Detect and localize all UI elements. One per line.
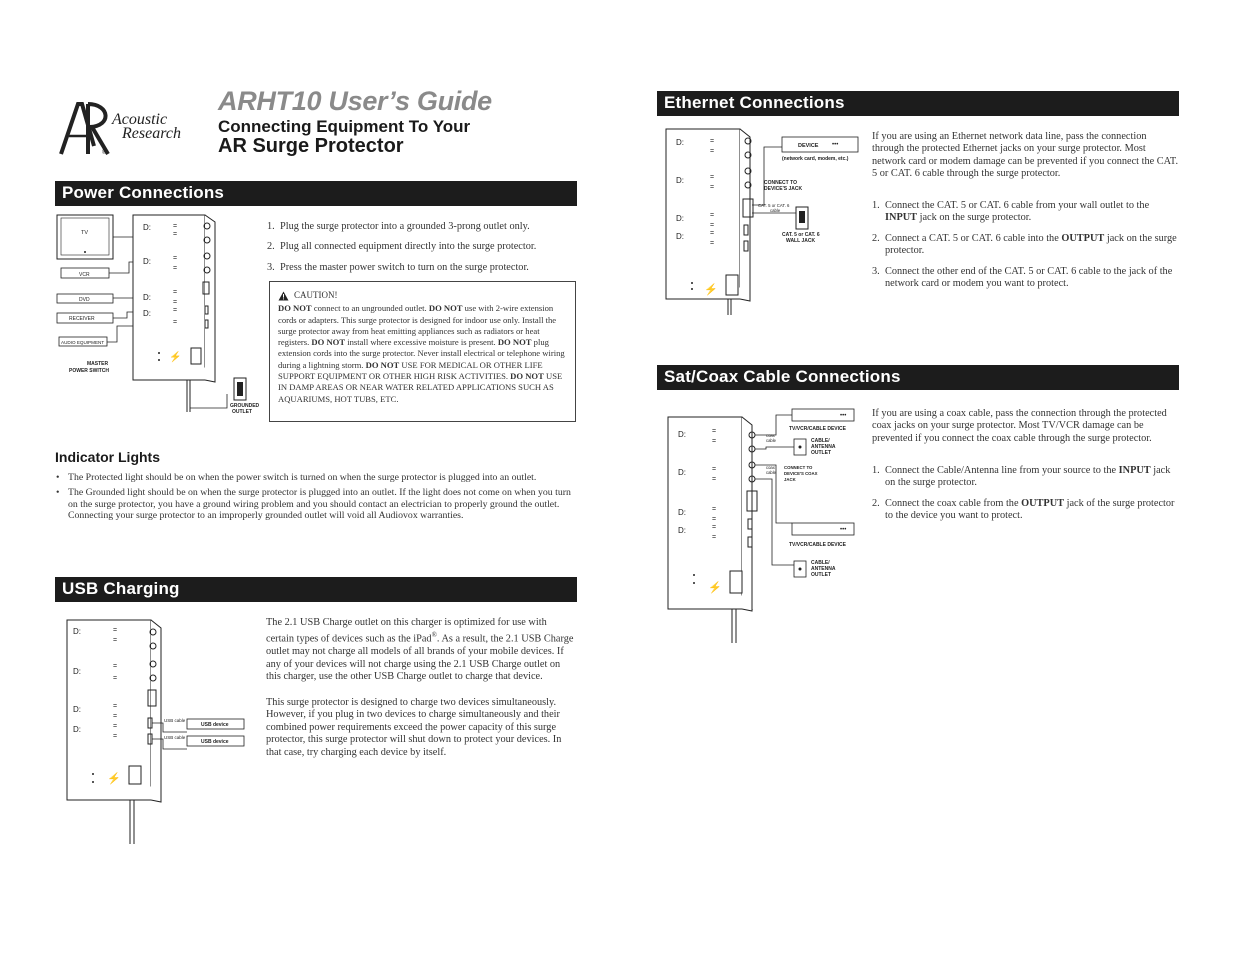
receiver-label: RECEIVER <box>69 316 95 322</box>
ar-logo <box>58 98 203 160</box>
svg-text:D:: D: <box>676 138 684 147</box>
svg-text:=: = <box>113 627 118 634</box>
usb-paragraph-1: The 2.1 USB Charge outlet on this charger is optimized for use with certain types of devices such as the iPad®. As a result, the 2.1 USB Charge outlet may not charge all models of all brands of your mobile devices. If any of your devices will not charge using the 2.1 USB Charge outlet on this charger, use the other USB Charge outlet to charge that device. <box>266 617 574 683</box>
ar-logo-graphic <box>58 98 203 160</box>
coax-connect-label-2: DEVICE'S COAX <box>784 471 818 476</box>
power-step: 1. Plug the surge protector into a grounded 3-prong outlet only. <box>267 221 530 232</box>
svg-text:=: = <box>113 733 118 740</box>
usb-device-label: USB device <box>201 722 229 728</box>
indicator-bullet: • The Grounded light should be on when the surge protector is plugged into an outlet. If the light does not come on when you turn on the surge protector, you have a ground wiring problem and you should contact an electrician to properly ground the outlet. Connecting your surge protector to an improperly grounded outlet will void all Audiovox warranties. <box>55 487 575 522</box>
usb-device-label: USB device <box>201 739 229 745</box>
svg-text:=: = <box>712 428 717 435</box>
svg-text:•••: ••• <box>840 413 847 419</box>
svg-text:=: = <box>712 438 717 445</box>
ethernet-connect-label: CONNECT TO <box>764 180 797 186</box>
svg-text:D:: D: <box>73 705 81 714</box>
page-title: ARHT10 User’s Guide <box>218 86 492 116</box>
coax-outlet-label-3: OUTLET <box>811 450 831 456</box>
ethernet-step: 1. Connect the CAT. 5 or CAT. 6 cable from your wall outlet to the INPUT jack on the surge protector. <box>872 200 1150 224</box>
warning-icon <box>278 291 289 301</box>
coax-device-label-bottom: TV/VCR/CABLE DEVICE <box>789 542 846 548</box>
logo-line1: Acoustic <box>112 111 168 128</box>
svg-text:=: = <box>710 240 715 247</box>
indicator-lights-heading: Indicator Lights <box>55 449 160 465</box>
tv-label: TV <box>81 230 89 236</box>
ethernet-diagram <box>664 127 864 317</box>
svg-text:=: = <box>712 524 717 531</box>
coax-device-label: TV/VCR/CABLE DEVICE <box>789 426 846 432</box>
svg-text:=: = <box>710 148 715 155</box>
svg-text:•••: ••• <box>832 142 839 148</box>
caution-label: CAUTION! <box>294 290 338 300</box>
master-label: MASTER <box>87 361 109 367</box>
ethernet-step: 3. Connect the other end of the CAT. 5 or CAT. 6 cable to the jack of the network card or modem you want to protect. <box>872 265 1173 290</box>
svg-text:=: = <box>710 138 715 145</box>
coax-intro: If you are using a coax cable, pass the connection through the protected coax jacks on your surge protector. Most TV/VCR damage can be prevented if you connect the coax cable through the surge protector. <box>872 408 1167 444</box>
svg-text:⚡: ⚡ <box>107 773 121 785</box>
svg-text:D:: D: <box>143 293 151 302</box>
coax-outlet-label-bottom-3: OUTLET <box>811 572 831 578</box>
caution-text: DO NOT connect to an ungrounded outlet. DO NOT use with 2-wire extension cords or adapters. This surge protector is designed for indoor use only. Install the surge protector away from heat emitting appliances such as radiators or heat registers. DO NOT install where excessive moisture is present. DO NOT plug extension cords into the surge protector. Never install electrical or telephone wiring during a lightning storm. DO NOT USE FOR MEDICAL OR OTHER LIFE SUPPORT EQUIPMENT OR OTHER HIGH RISK ACTIVITIES. DO NOT USE IN DAMP AREAS OR NEAR WATER RELATED APPLICATIONS SUCH AS AQUARIUMS, HOT TUBS, ETC. <box>278 303 565 404</box>
svg-text:D:: D: <box>73 667 81 676</box>
svg-text:=: = <box>113 713 118 720</box>
coax-outlet-label-bottom-2: ANTENNA <box>811 566 836 572</box>
svg-text:=: = <box>712 516 717 523</box>
svg-text:=: = <box>173 307 178 314</box>
svg-text:D:: D: <box>678 430 686 439</box>
svg-text:D:: D: <box>143 223 151 232</box>
ethernet-device-label: DEVICE <box>798 143 819 149</box>
logo-line2: Research <box>122 125 181 142</box>
ethernet-step: 2. Connect a CAT. 5 or CAT. 6 cable into the OUTPUT jack on the surge protector. <box>872 232 1177 257</box>
svg-text:=: = <box>710 212 715 219</box>
svg-text:=: = <box>113 637 118 644</box>
svg-text:=: = <box>173 231 178 238</box>
ethernet-steps <box>872 200 1180 298</box>
svg-text:D:: D: <box>73 627 81 636</box>
svg-text:=: = <box>710 230 715 237</box>
svg-text:D:: D: <box>143 257 151 266</box>
svg-text:=: = <box>113 703 118 710</box>
svg-text:=: = <box>173 299 178 306</box>
power-steps <box>267 221 579 282</box>
svg-text:•••: ••• <box>840 527 847 533</box>
svg-text:D:: D: <box>678 468 686 477</box>
svg-text:=: = <box>173 255 178 262</box>
coax-connections-heading: Sat/Coax Cable Connections <box>657 365 1179 390</box>
power-connections-diagram <box>55 212 265 420</box>
svg-text:=: = <box>712 506 717 513</box>
power-step: 2. Plug all connected equipment directly into the surge protector. <box>267 241 537 253</box>
svg-text:⚡: ⚡ <box>169 352 182 363</box>
svg-text:D:: D: <box>678 508 686 517</box>
svg-text:D:: D: <box>676 176 684 185</box>
coax-outlet-label-2: ANTENNA <box>811 444 836 450</box>
indicator-bullet: • The Protected light should be on when the power switch is turned on when the surge protector is plugged into an outlet. <box>55 472 575 484</box>
coax-step: 1. Connect the Cable/Antenna line from your source to the INPUT jack on the surge protector. <box>872 465 1171 489</box>
ethernet-cable-label: CAT. 5 or CAT. 6 <box>758 203 790 208</box>
usb-paragraph-2: This surge protector is designed to charge two devices simultaneously. However, if you plug in two devices to charge simultaneously and their combined power requirements exceed the power capacity of this surge protector, this surge protector will shut down to protect your devices. In that case, try charging each device by itself. <box>266 697 562 758</box>
power-step: 3. Press the master power switch to turn on the surge protector. <box>267 261 529 273</box>
page-subtitle-line1: Connecting Equipment To Your <box>218 117 471 136</box>
ethernet-device-sub: (network card, modem, etc.) <box>782 156 849 162</box>
svg-text:⚡: ⚡ <box>704 284 718 296</box>
svg-text:=: = <box>712 534 717 541</box>
usb-charging-diagram <box>65 618 245 846</box>
ethernet-cable-label-2: cable <box>770 208 781 213</box>
grounded-label: GROUNDED <box>230 403 260 409</box>
svg-text:D:: D: <box>73 725 81 734</box>
caution-box <box>269 281 576 422</box>
coax-cable-label: coax <box>766 433 775 438</box>
svg-text:=: = <box>710 222 715 229</box>
power-connections-heading: Power Connections <box>55 181 577 206</box>
vcr-label: VCR <box>79 272 90 278</box>
svg-text:D:: D: <box>678 526 686 535</box>
coax-cable-label-2: cable <box>766 470 777 475</box>
coax-connect-label-3: JACK <box>784 477 796 482</box>
usb-cable-label: USB cable <box>164 735 186 740</box>
dvd-label: DVD <box>79 297 90 303</box>
page-subtitle-line2: AR Surge Protector <box>218 135 404 157</box>
power-switch-label: POWER SWITCH <box>69 368 109 374</box>
caution-header <box>278 290 567 301</box>
usb-cable-label: USB cable <box>164 718 186 723</box>
svg-text:=: = <box>173 289 178 296</box>
svg-text:⚡: ⚡ <box>708 582 722 594</box>
coax-steps <box>872 465 1180 531</box>
ethernet-connections-heading: Ethernet Connections <box>657 91 1179 116</box>
svg-text:=: = <box>710 174 715 181</box>
audio-equipment-label: AUDIO EQUIPMENT <box>61 340 105 345</box>
wall-jack-label-2: WALL JACK <box>786 238 816 244</box>
svg-text:=: = <box>113 675 118 682</box>
svg-text:=: = <box>173 319 178 326</box>
logo-mark: ® <box>102 150 107 156</box>
wall-jack-label: CAT. 5 or CAT. 6 <box>782 232 820 238</box>
svg-text:=: = <box>113 723 118 730</box>
svg-text:D:: D: <box>676 232 684 241</box>
svg-text:=: = <box>173 265 178 272</box>
outlet-label: OUTLET <box>232 409 252 415</box>
coax-diagram <box>666 405 866 645</box>
coax-connect-label: CONNECT TO <box>784 465 813 470</box>
svg-text:=: = <box>712 466 717 473</box>
svg-text:=: = <box>710 184 715 191</box>
usb-charging-heading: USB Charging <box>55 577 577 602</box>
svg-text:D:: D: <box>143 309 151 318</box>
indicator-bullets <box>55 472 575 525</box>
svg-text:=: = <box>113 663 118 670</box>
ethernet-connect-label-2: DEVICE'S JACK <box>764 186 803 192</box>
coax-outlet-label: CABLE/ <box>811 438 830 444</box>
svg-text:D:: D: <box>676 214 684 223</box>
coax-step: 2. Connect the coax cable from the OUTPUT jack of the surge protector to the device you want to protect. <box>872 497 1175 522</box>
coax-outlet-label-bottom: CABLE/ <box>811 560 830 566</box>
coax-cable-label-2: cable <box>766 438 777 443</box>
svg-text:=: = <box>173 223 178 230</box>
svg-text:=: = <box>712 476 717 483</box>
coax-cable-label: coax <box>766 465 775 470</box>
ethernet-intro: If you are using an Ethernet network data line, pass the connection through the protected Ethernet jacks on your surge protector. Most network card or modem damage can be prevented if you connect the CAT. 5 or CAT. 6 cable through the surge protector. <box>872 131 1179 180</box>
